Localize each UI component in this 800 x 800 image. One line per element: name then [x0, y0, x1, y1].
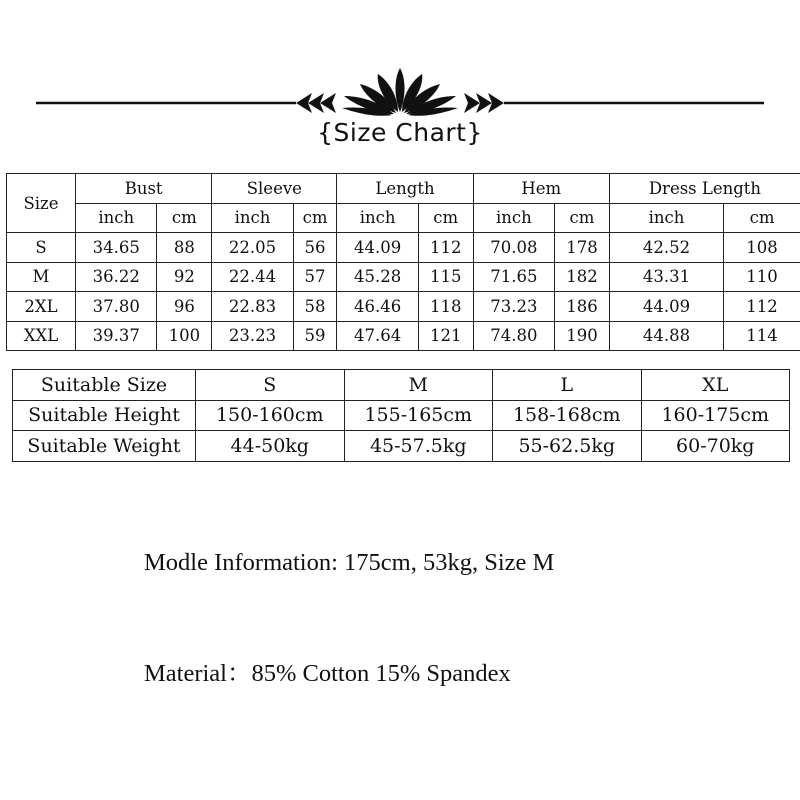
table-cell: 118	[418, 292, 473, 322]
table-cell: 44.09	[609, 292, 723, 322]
table-cell: 114	[724, 321, 800, 351]
unit-header: inch	[76, 203, 157, 233]
table-cell: 57	[293, 262, 337, 292]
table-header-row	[7, 174, 800, 204]
table-row	[7, 233, 800, 263]
table-row	[7, 321, 800, 351]
table-cell: M	[344, 370, 493, 401]
table-cell: 160-175cm	[641, 400, 790, 431]
table-cell: 150-160cm	[196, 400, 345, 431]
table-cell: 44-50kg	[196, 431, 345, 462]
table-cell: 59	[293, 321, 337, 351]
table-cell: 47.64	[337, 321, 418, 351]
size-label: S	[7, 233, 76, 263]
sleeve-header: Sleeve	[212, 174, 337, 204]
table-row	[7, 292, 800, 322]
table-row	[13, 400, 790, 431]
unit-header: inch	[212, 203, 293, 233]
table-cell: 45.28	[337, 262, 418, 292]
table-row	[7, 262, 800, 292]
table-cell: 186	[555, 292, 610, 322]
table-cell: 45-57.5kg	[344, 431, 493, 462]
table-cell: 70.08	[473, 233, 554, 263]
table-cell: L	[493, 370, 642, 401]
suitable-size-table	[12, 369, 790, 462]
size-measurement-table	[6, 173, 800, 351]
table-cell: 55-62.5kg	[493, 431, 642, 462]
dress-length-header: Dress Length	[609, 174, 800, 204]
size-chart-header	[0, 62, 800, 162]
table-row	[13, 370, 790, 401]
table-cell: S	[196, 370, 345, 401]
table-cell: 60-70kg	[641, 431, 790, 462]
table-cell: 115	[418, 262, 473, 292]
material-information-text: Material：85% Cotton 15% Spandex	[144, 660, 511, 687]
table-cell: 74.80	[473, 321, 554, 351]
table-cell: 46.46	[337, 292, 418, 322]
size-label: XXL	[7, 321, 76, 351]
table-cell: 22.05	[212, 233, 293, 263]
unit-header-row	[7, 203, 800, 233]
table-row	[13, 431, 790, 462]
table-cell: 121	[418, 321, 473, 351]
table-cell: 36.22	[76, 262, 157, 292]
hem-header: Hem	[473, 174, 609, 204]
table-cell: 100	[157, 321, 212, 351]
table-cell: 112	[418, 233, 473, 263]
unit-header: cm	[724, 203, 800, 233]
length-header: Length	[337, 174, 473, 204]
table-cell: 22.83	[212, 292, 293, 322]
unit-header: inch	[337, 203, 418, 233]
table-cell: 44.88	[609, 321, 723, 351]
unit-header: inch	[609, 203, 723, 233]
table-cell: 92	[157, 262, 212, 292]
table-cell: 34.65	[76, 233, 157, 263]
table-cell: 158-168cm	[493, 400, 642, 431]
table-cell: 39.37	[76, 321, 157, 351]
row-label: Suitable Weight	[13, 431, 196, 462]
table-cell: 43.31	[609, 262, 723, 292]
table-cell: 112	[724, 292, 800, 322]
unit-header: cm	[555, 203, 610, 233]
table-cell: 42.52	[609, 233, 723, 263]
unit-header: cm	[418, 203, 473, 233]
table-cell: 22.44	[212, 262, 293, 292]
table-cell: 23.23	[212, 321, 293, 351]
table-cell: 190	[555, 321, 610, 351]
unit-header: inch	[473, 203, 554, 233]
model-information-text: Modle Information: 175cm, 53kg, Size M	[144, 549, 555, 576]
table-cell: 178	[555, 233, 610, 263]
table-cell: 110	[724, 262, 800, 292]
table-cell: 37.80	[76, 292, 157, 322]
unit-header: cm	[157, 203, 212, 233]
table-cell: 56	[293, 233, 337, 263]
table-cell: 58	[293, 292, 337, 322]
table-cell: 88	[157, 233, 212, 263]
row-label: Suitable Height	[13, 400, 196, 431]
size-column-header: Size	[7, 174, 76, 233]
table-cell: XL	[641, 370, 790, 401]
table-cell: 108	[724, 233, 800, 263]
table-cell: 96	[157, 292, 212, 322]
page-title: {Size Chart}	[317, 118, 483, 147]
unit-header: cm	[293, 203, 337, 233]
size-label: 2XL	[7, 292, 76, 322]
decorative-ornament-icon	[0, 62, 800, 122]
table-cell: 44.09	[337, 233, 418, 263]
table-cell: 155-165cm	[344, 400, 493, 431]
table-cell: 71.65	[473, 262, 554, 292]
table-cell: 182	[555, 262, 610, 292]
table-cell: 73.23	[473, 292, 554, 322]
row-label: Suitable Size	[13, 370, 196, 401]
bust-header: Bust	[76, 174, 212, 204]
size-label: M	[7, 262, 76, 292]
